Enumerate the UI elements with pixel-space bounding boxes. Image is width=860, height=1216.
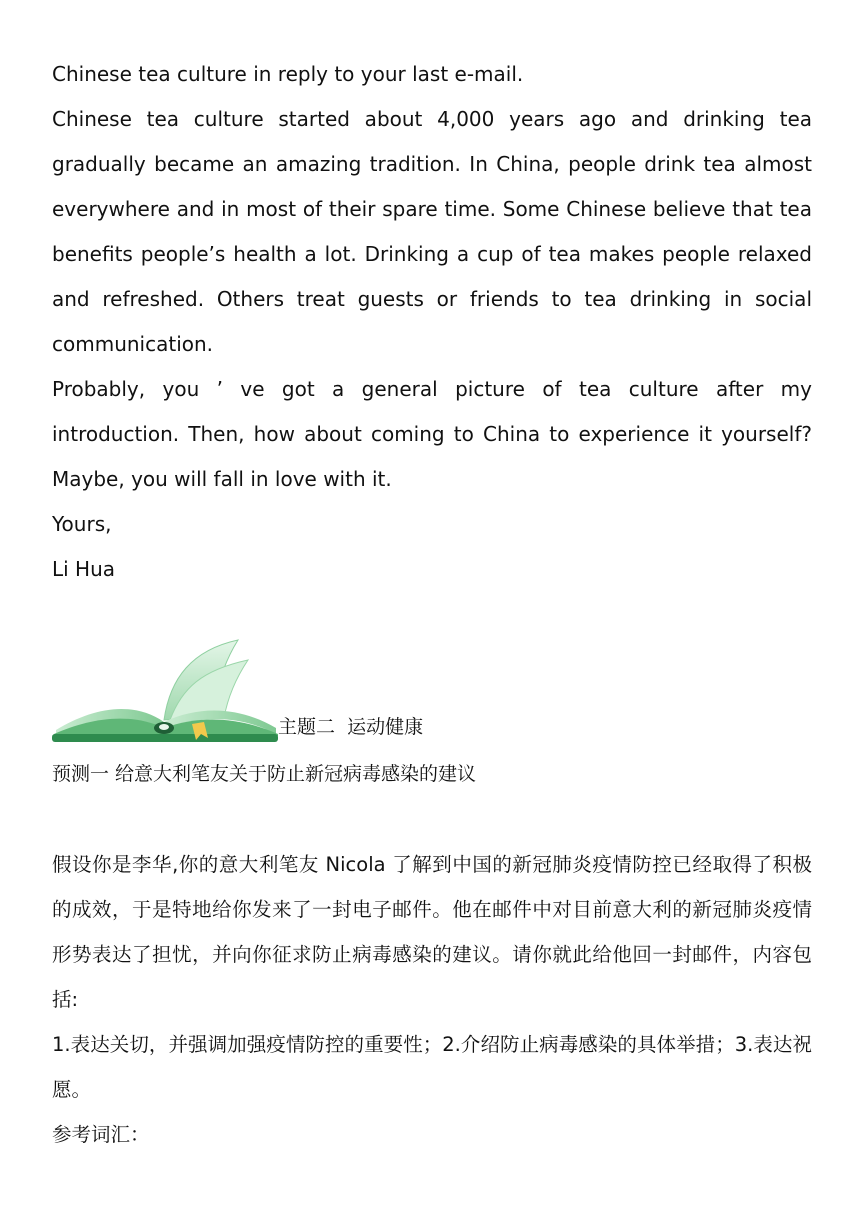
letter-paragraph-1: Chinese tea culture started about 4,000 years ago and drinking tea gradually became an amazing tradition. In China, people drink tea almost everywhere and in most of their spare time. Some Chinese believe that tea benefits people’s health a lot. Drinking a cup of tea makes people relaxed and refreshed. Others treat guests or friends to tea drinking in social communication. (52, 107, 812, 356)
letter-paragraph-2: Probably, you ’ ve got a general picture of tea culture after my introduction. Then, how about coming to China to experience it yourself? Maybe, you will fall in love with it. (52, 377, 812, 491)
section-heading (52, 638, 812, 748)
letter-closing: Yours, (52, 512, 112, 536)
task-section (52, 842, 812, 1157)
open-book-icon (52, 638, 278, 743)
task-points: 1.表达关切，并强调加强疫情防控的重要性；2.介绍防止病毒感染的具体举措；3.表达祝愿。 (52, 1033, 812, 1101)
vocab-label: 参考词汇： (52, 1123, 150, 1146)
theme-title: 主题二 运动健康 (278, 716, 424, 738)
forecast-title: 预测一 给意大利笔友关于防止新冠病毒感染的建议 (52, 763, 477, 785)
task-prompt: 假设你是李华,你的意大利笔友 Nicola 了解到中国的新冠肺炎疫情防控已经取得了积极的成效，于是特地给你发来了一封电子邮件。他在邮件中对目前意大利的新冠肺炎疫情形势表达了担忧，并向你征求防止病毒感染的建议。请你就此给他回一封邮件，内容包括: (52, 853, 812, 1011)
letter-body (52, 52, 812, 592)
letter-line-intro: Chinese tea culture in reply to your last e-mail. (52, 62, 524, 86)
letter-signature: Li Hua (52, 557, 116, 581)
